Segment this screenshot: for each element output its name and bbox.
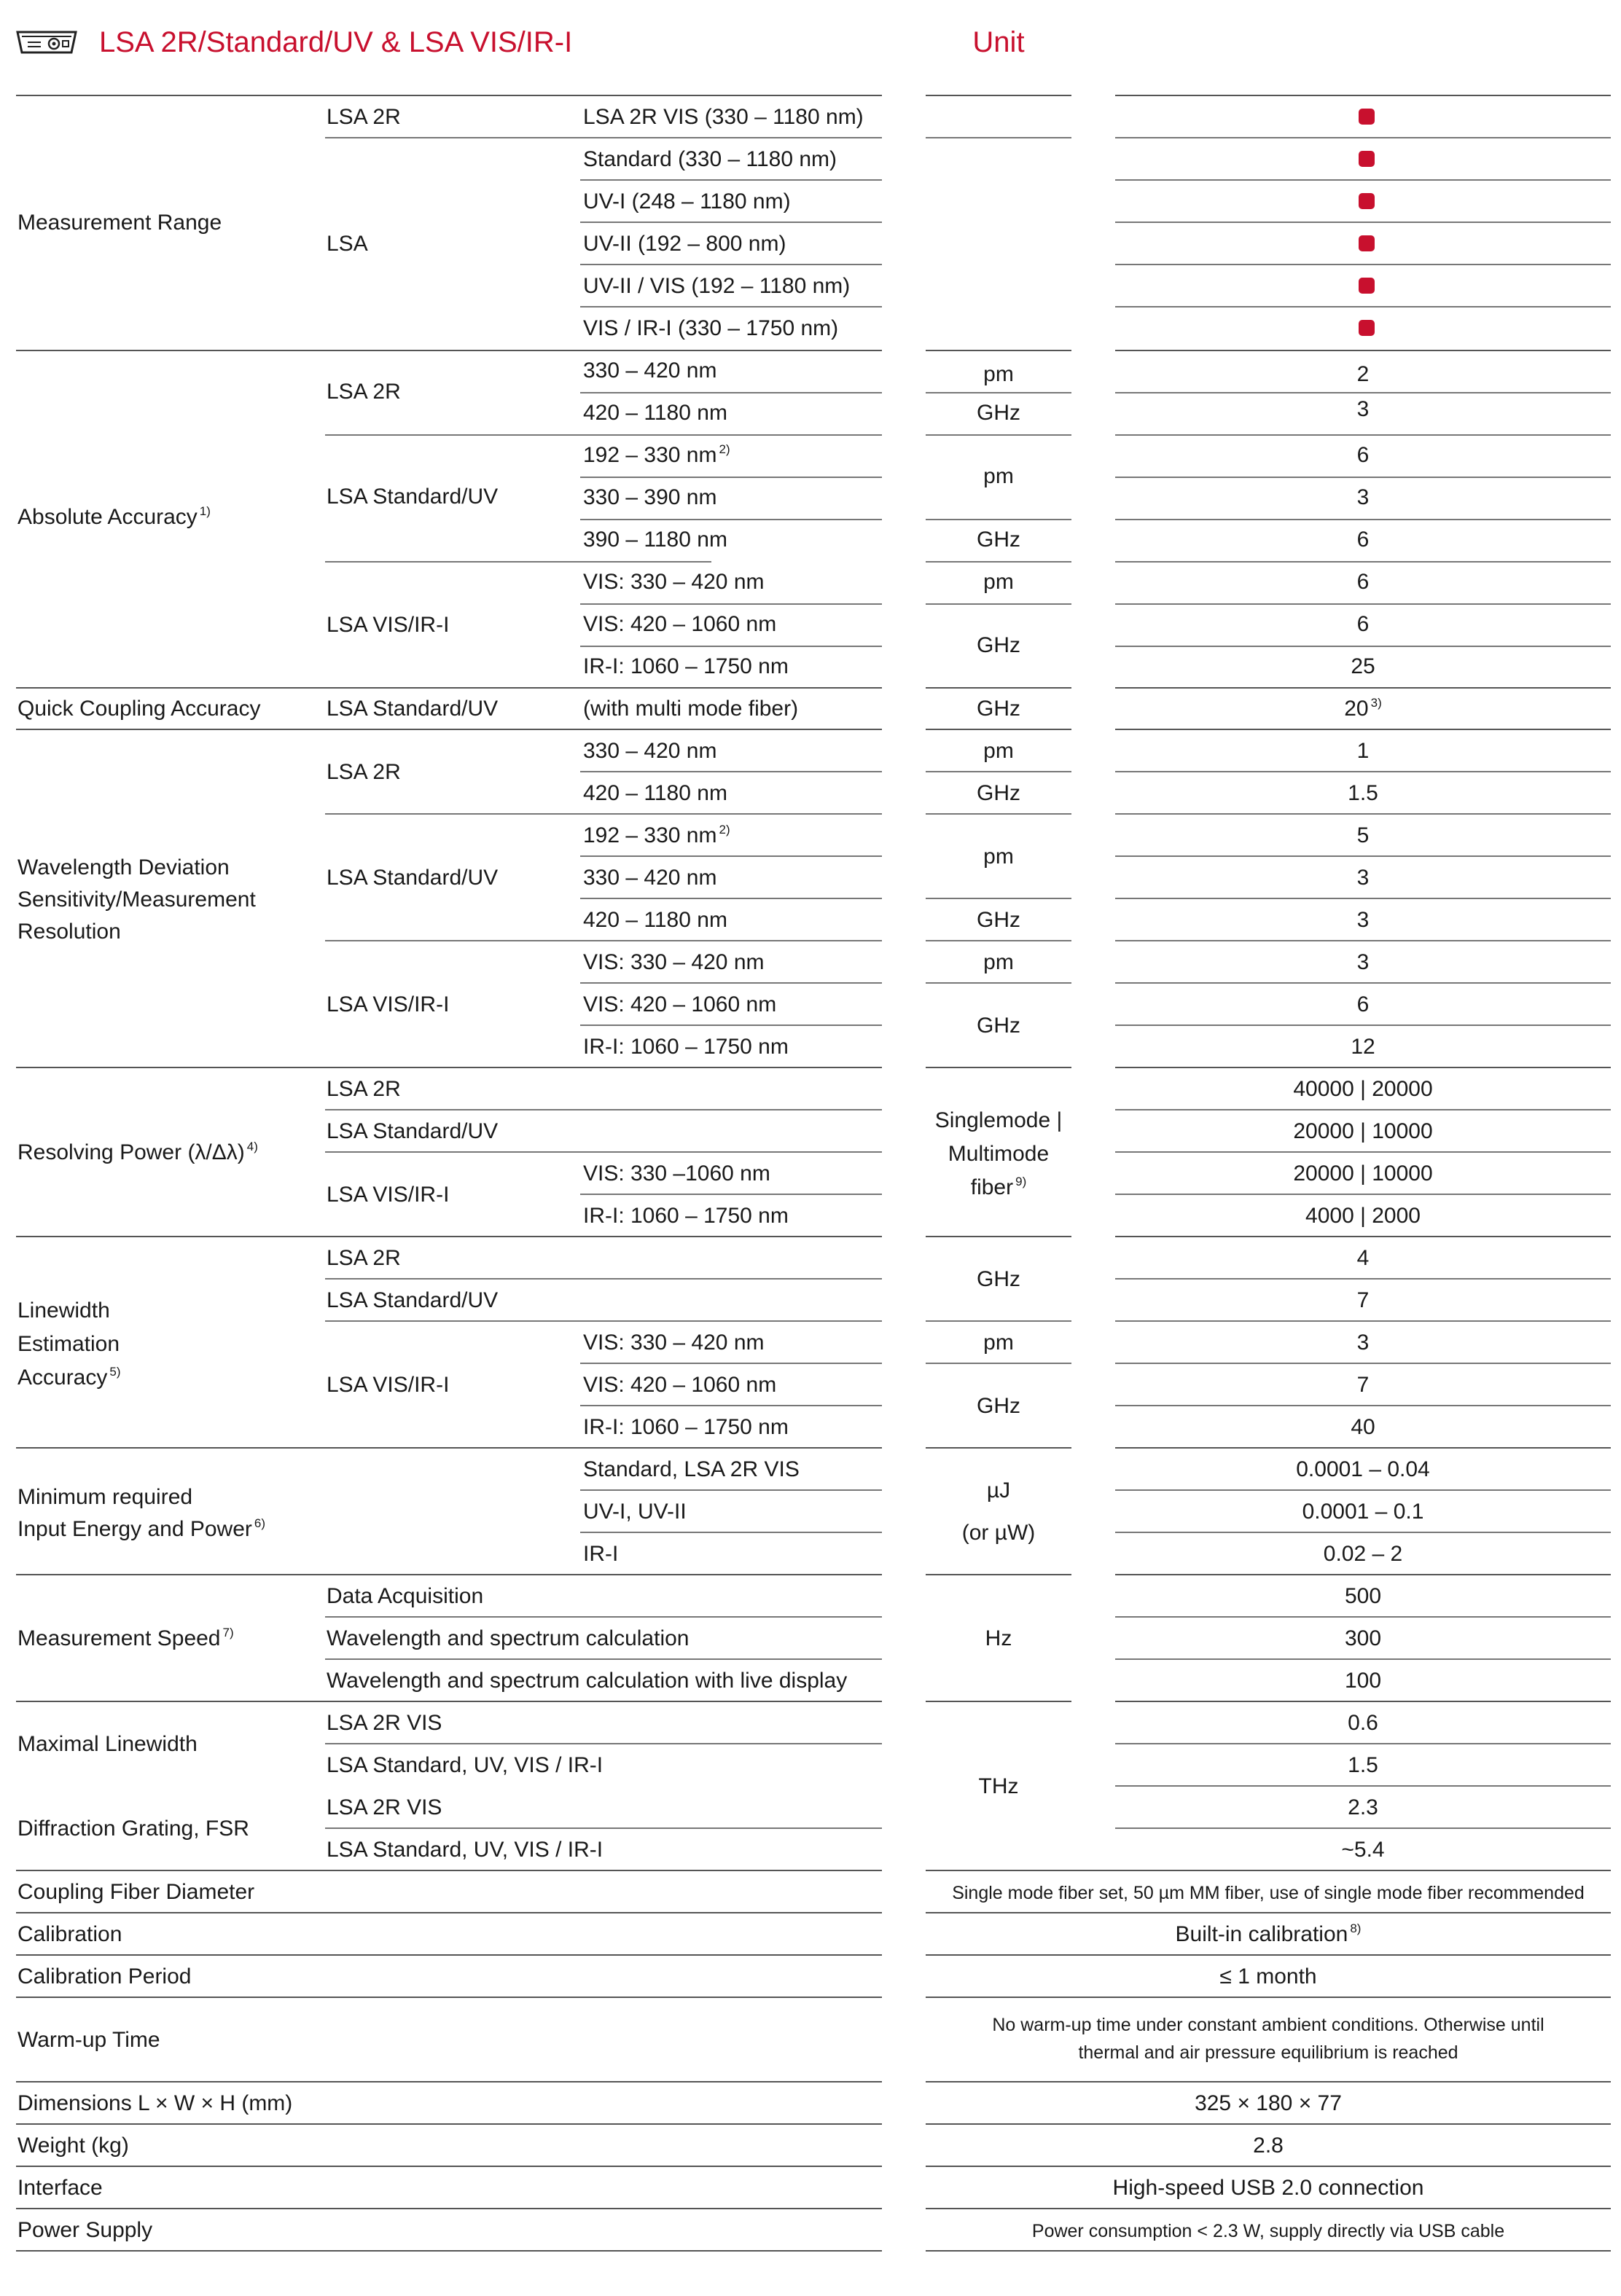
row-label: Measurement Speed $^{7)}$ xyxy=(17,1626,234,1650)
row-label: Warm-up Time xyxy=(17,2028,160,2052)
value-cell: 4000 | 2000 xyxy=(1305,1204,1421,1228)
unit-label: GHz xyxy=(977,1014,1020,1038)
range-label: Standard, LSA 2R VIS xyxy=(583,1457,800,1481)
model-label: LSA Standard, UV, VIS / IR-I xyxy=(327,1838,604,1862)
value-cell: 1.5 xyxy=(1348,1753,1378,1777)
value-cell: 6 xyxy=(1356,528,1370,552)
row-label: Wavelength Deviation xyxy=(17,855,230,879)
value-cell: 2.8 xyxy=(1253,2134,1284,2158)
value-cell: 5 xyxy=(1356,823,1370,847)
range-label: UV-II / VIS (192 – 1180 nm) xyxy=(583,274,851,298)
speed-item: Wavelength and spectrum calculation with live display xyxy=(327,1669,848,1693)
unit-label: Singlemode | xyxy=(934,1108,1063,1132)
row-label: Accuracy $^{5)}$ xyxy=(17,1365,121,1390)
range-label: VIS: 420 – 1060 nm xyxy=(583,992,777,1016)
unit-label: pm xyxy=(983,845,1014,869)
range-label: VIS: 420 – 1060 nm xyxy=(583,612,777,636)
range-label: 330 – 390 nm xyxy=(583,485,717,509)
range-label: UV-II (192 – 800 nm) xyxy=(583,232,786,256)
range-label: VIS: 420 – 1060 nm xyxy=(583,1373,777,1397)
row-label: Dimensions L × W × H (mm) xyxy=(17,2091,293,2115)
range-label: VIS: 330 – 420 nm xyxy=(583,1331,765,1355)
value-cell: 6 xyxy=(1356,443,1370,467)
value-cell: 2 xyxy=(1356,362,1370,386)
model-label: LSA VIS/IR-I xyxy=(327,1373,450,1397)
value-cell: 7 xyxy=(1356,1373,1370,1397)
model-label: LSA 2R xyxy=(327,760,401,784)
range-label: IR-I: 1060 – 1750 nm xyxy=(583,1035,789,1059)
value-cell: 6 xyxy=(1356,612,1370,636)
model-label: LSA Standard/UV xyxy=(327,866,499,890)
model-label: LSA VIS/IR-I xyxy=(327,613,450,637)
availability-dot xyxy=(1359,193,1375,209)
value-cell: 6 xyxy=(1356,570,1370,594)
row-label: Sensitivity/Measurement xyxy=(17,888,256,912)
value-cell: 7 xyxy=(1356,1288,1370,1312)
range-label: VIS: 330 – 420 nm xyxy=(583,570,765,594)
value-cell: 300 xyxy=(1344,1626,1382,1650)
model-label: LSA Standard/UV xyxy=(327,485,499,509)
range-label: 192 – 330 nm $^{2)}$ xyxy=(583,823,730,847)
row-label: Input Energy and Power $^{6)}$ xyxy=(17,1516,265,1541)
value-cell: 12 xyxy=(1351,1035,1375,1059)
value-cell: 0.0001 – 0.04 xyxy=(1296,1457,1430,1481)
range-label: UV-I (248 – 1180 nm) xyxy=(583,189,791,213)
value-cell: ~5.4 xyxy=(1341,1838,1385,1862)
unit-label: Hz xyxy=(985,1626,1012,1650)
model-label: LSA 2R xyxy=(327,380,401,404)
unit-label: µJ xyxy=(986,1478,1011,1502)
model-label: LSA Standard/UV xyxy=(327,1119,499,1143)
unit-label: GHz xyxy=(977,401,1020,425)
value-cell: 20000 | 10000 xyxy=(1293,1119,1433,1143)
unit-label: GHz xyxy=(977,908,1020,932)
value-cell: No warm-up time under constant ambient conditions. Otherwise until thermal and air pressure equilibrium is reached xyxy=(992,2015,1544,2063)
availability-dot xyxy=(1359,151,1375,167)
row-label: Absolute Accuracy $^{1)}$ xyxy=(17,504,211,529)
model-label: LSA 2R VIS xyxy=(327,1795,442,1819)
model-label: LSA Standard, UV, VIS / IR-I xyxy=(327,1753,604,1777)
range-label: IR-I xyxy=(583,1542,619,1566)
speed-item: Wavelength and spectrum calculation xyxy=(327,1626,690,1650)
availability-dot xyxy=(1359,278,1375,294)
unit-label: GHz xyxy=(977,1394,1020,1418)
row-label: Minimum required xyxy=(17,1485,193,1509)
model-label: LSA VIS/IR-I xyxy=(327,1183,450,1207)
range-label: IR-I: 1060 – 1750 nm xyxy=(583,1204,789,1228)
range-label: Standard (330 – 1180 nm) xyxy=(583,147,837,171)
row-label: Measurement Range xyxy=(17,211,222,235)
row-label: Calibration xyxy=(17,1922,122,1946)
range-label: (with multi mode fiber) xyxy=(583,697,799,721)
row-label: Resolving Power (λ/Δλ) $^{4)}$ xyxy=(17,1140,258,1164)
row-label: Calibration Period xyxy=(17,1964,192,1989)
availability-dot xyxy=(1359,320,1375,336)
row-label: Resolution xyxy=(17,920,121,944)
unit-label: GHz xyxy=(977,1267,1020,1291)
range-label: LSA 2R VIS (330 – 1180 nm) xyxy=(583,105,864,129)
value-cell: 100 xyxy=(1344,1669,1382,1693)
value-cell: 6 xyxy=(1356,992,1370,1016)
row-label: Estimation xyxy=(17,1332,120,1356)
row-label: Quick Coupling Accuracy xyxy=(17,697,261,721)
availability-dot xyxy=(1359,109,1375,125)
range-label: VIS: 330 –1060 nm xyxy=(583,1161,770,1186)
model-label: LSA Standard/UV xyxy=(327,697,499,721)
unit-label: (or µW) xyxy=(961,1521,1036,1545)
model-label: LSA xyxy=(327,232,368,256)
row-label: Maximal Linewidth xyxy=(17,1732,198,1756)
unit-label: fiber $^{9)}$ xyxy=(970,1175,1027,1199)
unit-column-title: Unit xyxy=(972,26,1025,58)
value-cell: 1 xyxy=(1356,739,1370,763)
range-label: 420 – 1180 nm xyxy=(583,401,727,425)
row-label: Coupling Fiber Diameter xyxy=(17,1880,255,1904)
row-label: Linewidth xyxy=(17,1298,110,1323)
value-cell: High-speed USB 2.0 connection xyxy=(1112,2176,1424,2200)
range-label: IR-I: 1060 – 1750 nm xyxy=(583,654,789,678)
model-label: LSA 2R xyxy=(327,105,401,129)
range-label: 390 – 1180 nm xyxy=(583,528,727,552)
value-cell: 4 xyxy=(1356,1246,1370,1270)
unit-label: pm xyxy=(983,739,1014,763)
model-label: LSA 2R VIS xyxy=(327,1711,442,1735)
unit-label: GHz xyxy=(977,697,1020,721)
value-cell: 500 xyxy=(1344,1584,1382,1608)
range-label: 420 – 1180 nm xyxy=(583,781,727,805)
range-label: 330 – 420 nm xyxy=(583,358,717,383)
range-label: 330 – 420 nm xyxy=(583,739,717,763)
value-cell: 40 xyxy=(1351,1415,1375,1439)
value-cell: 20000 | 10000 xyxy=(1293,1161,1433,1186)
model-label: LSA VIS/IR-I xyxy=(327,992,450,1016)
unit-label: pm xyxy=(983,950,1014,974)
speed-item: Data Acquisition xyxy=(327,1584,484,1608)
unit-label: GHz xyxy=(977,528,1020,552)
value-cell: 1.5 xyxy=(1348,781,1378,805)
range-label: 330 – 420 nm xyxy=(583,866,717,890)
model-label: LSA 2R xyxy=(327,1077,401,1101)
value-cell: 3 xyxy=(1356,1331,1370,1355)
unit-label: pm xyxy=(983,362,1014,386)
model-label: LSA Standard/UV xyxy=(327,1288,499,1312)
range-label: UV-I, UV-II xyxy=(583,1500,687,1524)
unit-label: Multimode xyxy=(948,1142,1050,1166)
value-cell: 2.3 xyxy=(1348,1795,1378,1819)
value-cell: Single mode fiber set, 50 µm MM fiber, use of single mode fiber recommended xyxy=(952,1883,1585,1903)
unit-label: pm xyxy=(983,464,1014,488)
row-label: Weight (kg) xyxy=(17,2134,129,2158)
model-label: LSA 2R xyxy=(327,1246,401,1270)
unit-label: GHz xyxy=(977,781,1020,805)
value-cell: 325 × 180 × 77 xyxy=(1195,2091,1342,2115)
value-cell: 3 xyxy=(1356,397,1370,421)
row-label: Power Supply xyxy=(17,2218,153,2242)
row-label: Interface xyxy=(17,2176,103,2200)
value-cell: 0.02 – 2 xyxy=(1323,1542,1403,1566)
range-label: VIS / IR-I (330 – 1750 nm) xyxy=(583,316,839,340)
value-cell: Built-in calibration $^{8)}$ xyxy=(1175,1921,1362,1946)
value-cell: 0.6 xyxy=(1348,1711,1378,1735)
range-label: 420 – 1180 nm xyxy=(583,908,727,932)
range-label: 192 – 330 nm $^{2)}$ xyxy=(583,442,730,467)
value-cell: 0.0001 – 0.1 xyxy=(1302,1500,1424,1524)
value-cell: 3 xyxy=(1356,866,1370,890)
unit-label: THz xyxy=(978,1774,1019,1798)
row-label: Diffraction Grating, FSR xyxy=(17,1817,249,1841)
page-title: LSA 2R/Standard/UV & LSA VIS/IR-I xyxy=(99,26,573,58)
value-cell: 3 xyxy=(1356,908,1370,932)
unit-label: GHz xyxy=(977,633,1020,657)
availability-dot xyxy=(1359,235,1375,251)
range-label: VIS: 330 – 420 nm xyxy=(583,950,765,974)
value-cell: ≤ 1 month xyxy=(1219,1964,1317,1989)
range-label: IR-I: 1060 – 1750 nm xyxy=(583,1415,789,1439)
unit-label: pm xyxy=(983,570,1014,594)
laser-device-icon xyxy=(15,28,79,57)
value-cell: 3 xyxy=(1356,485,1370,509)
value-cell: 3 xyxy=(1356,950,1370,974)
value-cell: 25 xyxy=(1351,654,1375,678)
value-cell: 20 $^{3)}$ xyxy=(1344,696,1382,721)
value-cell: 40000 | 20000 xyxy=(1293,1077,1433,1101)
value-cell: Power consumption < 2.3 W, supply directly via USB cable xyxy=(1031,2221,1505,2241)
unit-label: pm xyxy=(983,1331,1014,1355)
